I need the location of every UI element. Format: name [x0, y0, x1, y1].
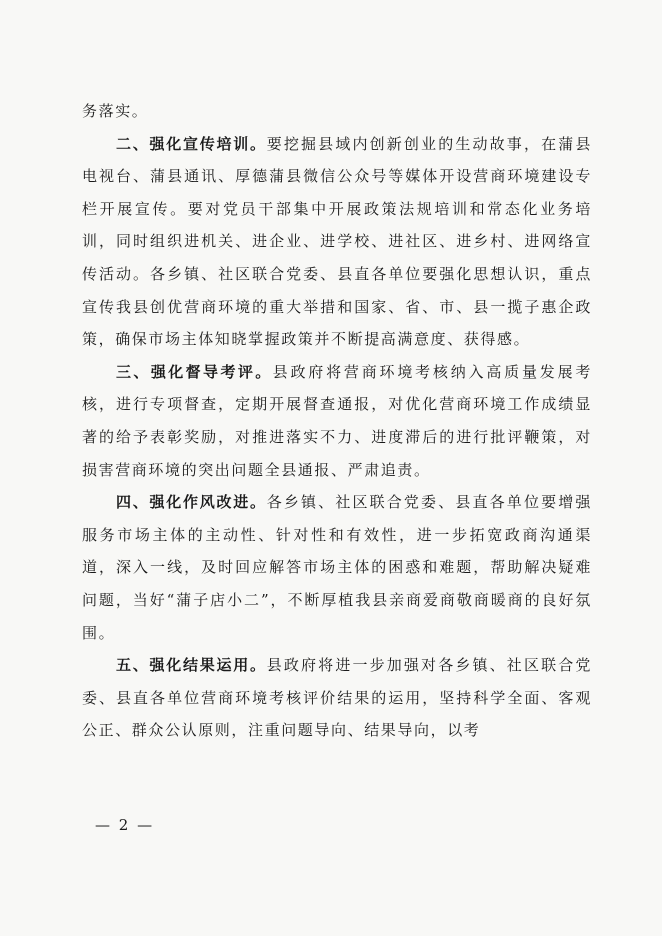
section-paragraph-supervision [82, 356, 592, 486]
section-paragraph-publicity [82, 128, 592, 356]
section-body: 要挖掘县域内创新创业的生动故事，在蒲县电视台、蒲县通讯、厚德蒲县微信公众号等媒体开设营商环境建设专栏开展宣传。要对党员干部集中开展政策法规培训和常态化业务培训，同时组织进机关、进企业、进学校、进社区、进乡村、进网络宣传活动。各乡镇、社区联合党委、县直各单位要强化思想认识，重点宣传我县创优营商环境的重大举措和国家、省、市、县一揽子惠企政策，确保市场主体知晓掌握政策并不断提高满意度、获得感。 [82, 134, 592, 349]
section-paragraph-results [82, 649, 592, 747]
continuation-text: 务落实。 [82, 102, 149, 120]
document-body [82, 95, 592, 747]
page-number: — 2 — [95, 816, 155, 834]
section-paragraph-work-style [82, 486, 592, 649]
section-heading: 二、强化宣传培训。 [116, 134, 267, 153]
section-heading: 四、强化作风改进。 [116, 493, 267, 512]
continuation-paragraph [82, 95, 592, 128]
section-heading: 五、强化结果运用。 [116, 656, 267, 675]
section-body: 县政府将进一步加强对各乡镇、社区联合党委、县直各单位营商环境考核评价结果的运用，坚持科学全面、客观公正、群众公认原则，注重问题导向、结果导向，以考 [82, 656, 592, 740]
section-body: 县政府将营商环境考核纳入高质量发展考核，进行专项督查，定期开展督查通报，对优化营商环境工作成绩显著的给予表彰奖励，对推进落实不力、进度滞后的进行批评鞭策，对损害营商环境的突出问题全县通报、严肃追责。 [82, 362, 592, 479]
section-heading: 三、强化督导考评。 [116, 362, 273, 381]
section-body: 各乡镇、社区联合党委、县直各单位要增强服务市场主体的主动性、针对性和有效性，进一步拓宽政商沟通渠道，深入一线，及时回应解答市场主体的困惑和难题，帮助解决疑难问题，当好“蒲子店小二”，不断厚植我县亲商爱商敬商暖商的良好氛围。 [82, 493, 592, 642]
